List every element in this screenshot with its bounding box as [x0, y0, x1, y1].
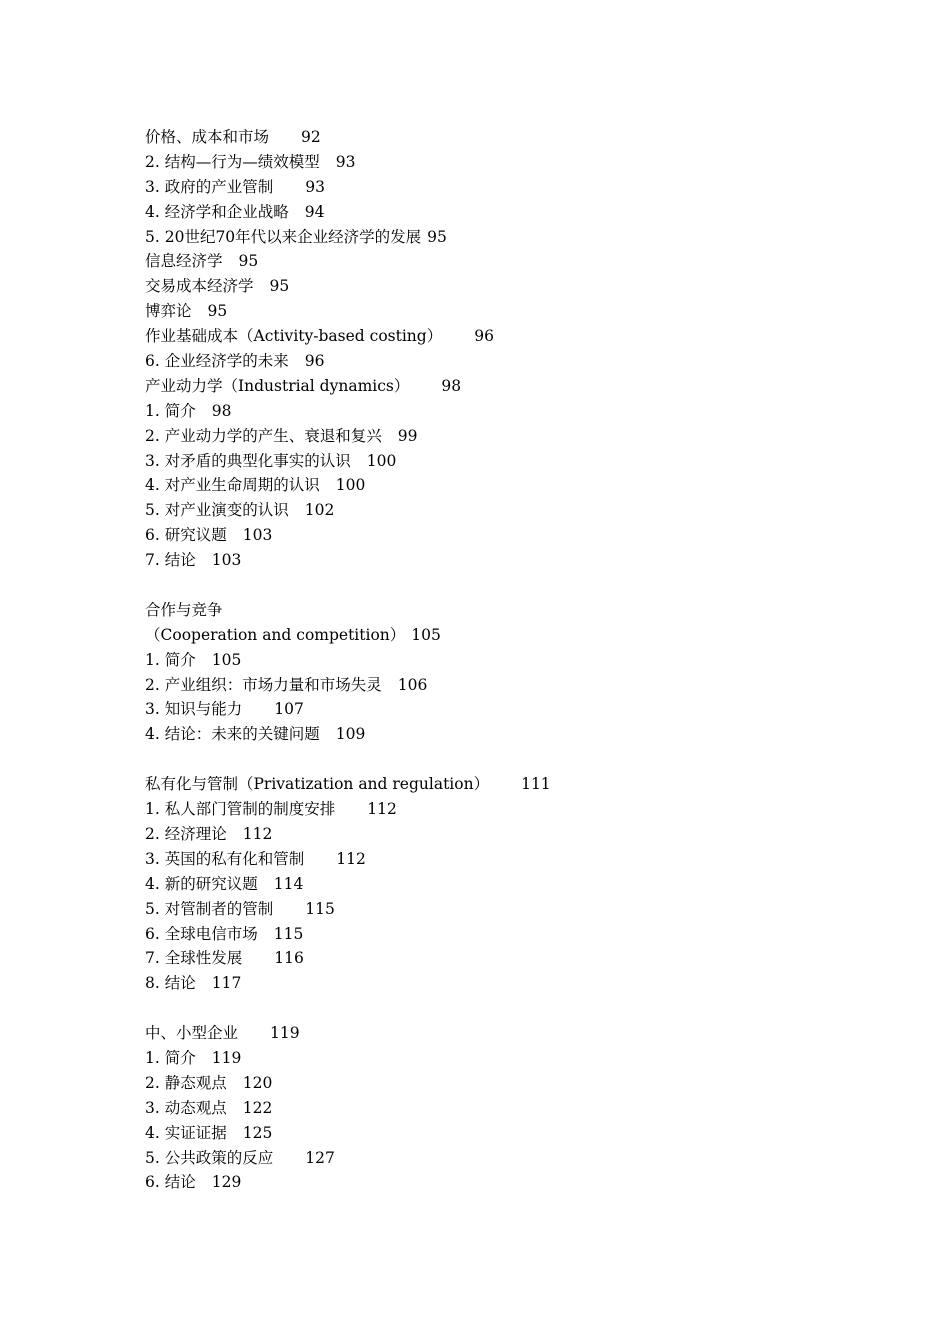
toc-entry-title: 作业基础成本（Activity-based costing） — [145, 327, 443, 346]
toc-entry-title: 3. 英国的私有化和管制 — [145, 849, 305, 868]
toc-entry-title: 3. 政府的产业管制 — [145, 177, 274, 196]
toc-entry — [145, 424, 845, 449]
toc-entry-page-number: 96 — [474, 327, 494, 346]
toc-entry-page-number: 129 — [211, 1173, 242, 1192]
toc-entry-page-number: 95 — [207, 302, 228, 321]
toc-entry — [145, 349, 845, 374]
toc-entry — [145, 548, 845, 573]
toc-entry-page-number: 115 — [305, 899, 335, 918]
toc-entry-title: 1. 简介 — [145, 650, 196, 669]
toc-entry-title: 私有化与管制（Privatization and regulation） — [145, 775, 490, 794]
toc-entry-title: 2. 静态观点 — [145, 1073, 227, 1092]
toc-entry-page-number: 122 — [242, 1098, 273, 1117]
toc-entry — [145, 299, 845, 324]
toc-entry-page-number: 92 — [301, 128, 321, 146]
toc-entry — [145, 374, 845, 399]
toc-entry-page-number: 106 — [397, 675, 428, 694]
toc-entry-page-number: 107 — [274, 700, 304, 719]
toc-entry — [145, 648, 845, 673]
toc-entry-title: 博弈论 — [145, 302, 192, 321]
toc-entry-title: 7. 结论 — [145, 551, 196, 570]
toc-entry — [145, 1121, 845, 1146]
toc-entry — [145, 1021, 845, 1046]
toc-entry-page-number: 112 — [336, 849, 366, 868]
toc-entry — [145, 125, 845, 150]
toc-entry-title: 4. 实证证据 — [145, 1123, 227, 1142]
toc-entry — [145, 922, 845, 947]
toc-entry-title: 6. 全球电信市场 — [145, 924, 258, 943]
toc-entry-page-number: 95 — [269, 277, 290, 296]
toc-entry-page-number: 117 — [211, 974, 242, 993]
toc-entry-title: 6. 研究议题 — [145, 526, 227, 545]
toc-entry — [145, 797, 845, 822]
toc-entry — [145, 150, 845, 175]
blank-line — [145, 747, 845, 772]
toc-entry-title: 产业动力学（Industrial dynamics） — [145, 376, 410, 395]
toc-entry-page-number: 105 — [411, 625, 441, 644]
toc-entry-title: 6. 企业经济学的未来 — [145, 352, 289, 371]
toc-entry — [145, 722, 845, 747]
toc-entry — [145, 971, 845, 996]
toc-entry — [145, 1046, 845, 1071]
toc-entry-title: 5. 公共政策的反应 — [145, 1148, 274, 1167]
toc-entry-title: 5. 20世纪70年代以来企业经济学的发展 — [145, 227, 422, 246]
toc-entry-page-number: 109 — [335, 725, 366, 744]
toc-entry-page-number: 95 — [238, 252, 259, 271]
toc-entry-page-number: 125 — [242, 1123, 273, 1142]
toc-entry — [145, 498, 845, 523]
toc-entry-page-number: 100 — [366, 451, 397, 470]
toc-entry-page-number: 111 — [521, 775, 551, 794]
toc-entry-page-number: 96 — [304, 352, 325, 371]
toc-entry-title: 3. 对矛盾的典型化事实的认识 — [145, 451, 351, 470]
toc-entry-page-number: 98 — [211, 401, 232, 420]
toc-entry — [145, 946, 845, 971]
toc-entry-title: 3. 知识与能力 — [145, 700, 243, 719]
toc-entry — [145, 249, 845, 274]
toc-entry — [145, 772, 845, 797]
toc-entry — [145, 1146, 845, 1171]
toc-entry — [145, 473, 845, 498]
toc-entry-page-number: 93 — [305, 177, 325, 196]
toc-entry — [145, 1071, 845, 1096]
toc-entry-title: 6. 结论 — [145, 1173, 196, 1192]
toc-entry — [145, 697, 845, 722]
table-of-contents — [145, 125, 845, 1195]
toc-entry — [145, 200, 845, 225]
toc-entry-page-number: 103 — [242, 526, 273, 545]
toc-entry-page-number: 93 — [335, 152, 356, 171]
toc-entry-title: 7. 全球性发展 — [145, 949, 243, 968]
toc-entry-page-number: 99 — [397, 426, 418, 445]
toc-entry-page-number: 114 — [273, 874, 304, 893]
toc-entry-title: 合作与竞争 — [145, 600, 223, 619]
toc-entry-page-number: 116 — [274, 949, 304, 968]
blank-line — [145, 573, 845, 598]
toc-entry — [145, 623, 845, 648]
toc-entry-title: 2. 结构—行为—绩效模型 — [145, 152, 320, 171]
toc-entry — [145, 324, 845, 349]
toc-entry-page-number: 119 — [270, 1024, 300, 1043]
toc-entry — [145, 822, 845, 847]
toc-entry — [145, 897, 845, 922]
toc-entry-title: 4. 经济学和企业战略 — [145, 202, 289, 221]
toc-entry-page-number: 94 — [304, 202, 325, 221]
toc-entry — [145, 225, 845, 250]
toc-entry — [145, 399, 845, 424]
toc-entry — [145, 274, 845, 299]
toc-entry-title: 5. 对管制者的管制 — [145, 899, 274, 918]
toc-entry-title: 1. 简介 — [145, 1048, 196, 1067]
blank-line — [145, 996, 845, 1021]
toc-entry-title: 3. 动态观点 — [145, 1098, 227, 1117]
toc-entry — [145, 847, 845, 872]
toc-entry — [145, 598, 845, 623]
toc-entry-title: 4. 结论：未来的关键问题 — [145, 725, 320, 744]
toc-entry-title: 1. 简介 — [145, 401, 196, 420]
toc-entry-title: 2. 产业组织：市场力量和市场失灵 — [145, 675, 382, 694]
toc-entry-title: 5. 对产业演变的认识 — [145, 501, 289, 520]
toc-entry — [145, 449, 845, 474]
toc-entry — [145, 872, 845, 897]
toc-entry — [145, 673, 845, 698]
toc-entry-title: 8. 结论 — [145, 974, 196, 993]
toc-entry-page-number: 120 — [242, 1073, 273, 1092]
toc-entry-page-number: 98 — [441, 376, 462, 395]
toc-entry-title: 1. 私人部门管制的制度安排 — [145, 800, 336, 819]
toc-entry-page-number: 103 — [211, 551, 242, 570]
toc-entry-page-number: 112 — [242, 824, 273, 843]
toc-entry-title: 4. 对产业生命周期的认识 — [145, 476, 320, 495]
toc-entry-page-number: 100 — [335, 476, 366, 495]
toc-entry-page-number: 115 — [273, 924, 304, 943]
toc-entry-title: 价格、成本和市场 — [145, 128, 270, 146]
toc-entry — [145, 523, 845, 548]
toc-entry-title: 2. 经济理论 — [145, 824, 227, 843]
toc-entry-title: 交易成本经济学 — [145, 277, 254, 296]
toc-entry-page-number: 119 — [211, 1048, 242, 1067]
toc-entry — [145, 1170, 845, 1195]
toc-entry-page-number: 102 — [304, 501, 335, 520]
toc-entry — [145, 1096, 845, 1121]
toc-entry — [145, 175, 845, 200]
toc-entry-page-number: 95 — [427, 227, 447, 246]
toc-entry-title: 信息经济学 — [145, 252, 223, 271]
toc-entry-title: 中、小型企业 — [145, 1024, 239, 1043]
toc-entry-page-number: 127 — [305, 1148, 335, 1167]
toc-entry-page-number: 112 — [367, 800, 397, 819]
toc-entry-title: （Cooperation and competition） — [145, 625, 406, 644]
toc-entry-title: 2. 产业动力学的产生、衰退和复兴 — [145, 426, 382, 445]
toc-entry-page-number: 105 — [211, 650, 242, 669]
toc-entry-title: 4. 新的研究议题 — [145, 874, 258, 893]
